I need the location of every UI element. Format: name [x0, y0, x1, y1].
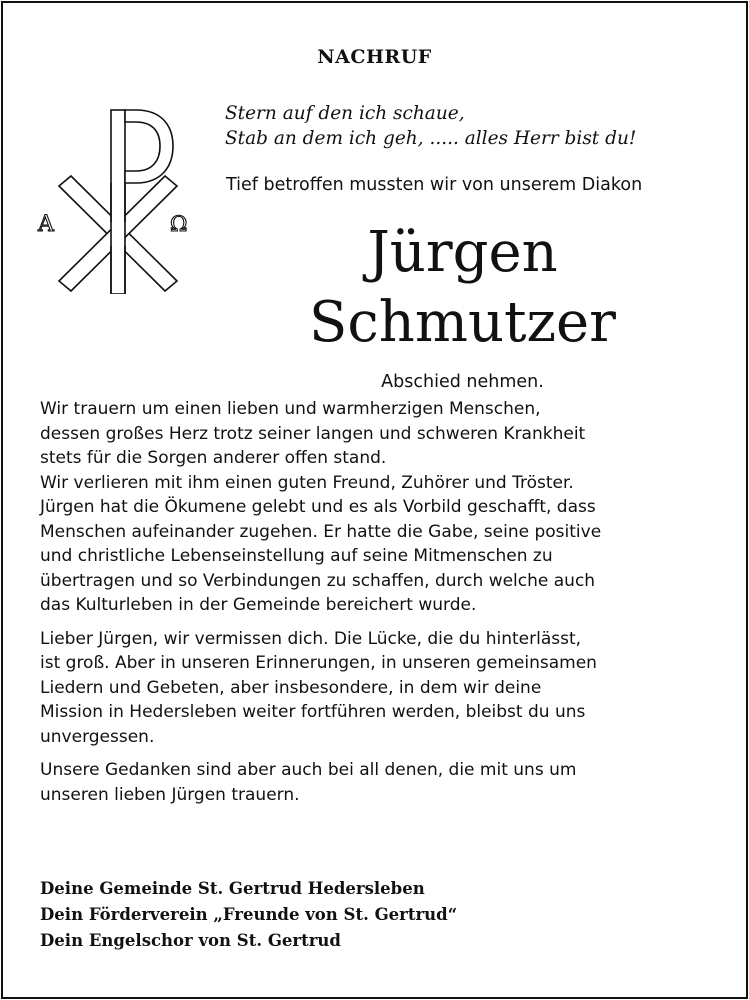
text-line: Lieber Jürgen, wir vermissen dich. Die Lücke, die du hinterlässt,	[40, 628, 582, 649]
notice-body	[40, 397, 720, 807]
text-line: und christliche Lebenseinstellung auf seine Mitmenschen zu	[40, 546, 553, 566]
paragraph	[40, 397, 720, 618]
text-line: Jürgen hat die Ökumene gelebt und es als Vorbild geschafft, dass	[40, 497, 596, 517]
text-line: Unsere Gedanken sind aber auch bei all denen, die mit uns um	[40, 760, 577, 780]
deceased-first-name: Jürgen	[367, 220, 558, 285]
text-line: stets für die Sorgen anderer offen stand.	[40, 448, 387, 468]
deceased-last-name: Schmutzer	[309, 290, 616, 355]
verse-line: Stern auf den ich schaue,	[225, 103, 465, 124]
text-line: unvergessen.	[40, 726, 155, 747]
text-line: übertragen und so Verbindungen zu schaffen, durch welche auch	[40, 570, 596, 591]
signer-line: Dein Förderverein „Freunde von St. Gertrud“	[40, 905, 458, 924]
text-line: Wir trauern um einen lieben und warmherzigen Menschen,	[40, 399, 541, 419]
text-line: Menschen aufeinander zugehen. Er hatte die Gabe, seine positive	[40, 521, 602, 542]
farewell-text: Abschied nehmen.	[381, 372, 544, 392]
text-line: ist groß. Aber in unseren Erinnerungen, in unseren gemeinsamen	[40, 653, 597, 673]
signer-line: Dein Engelschor von St. Gertrud	[40, 931, 341, 950]
signers	[40, 876, 457, 954]
paragraph	[40, 627, 720, 750]
alpha-letter: A	[38, 212, 54, 237]
signer-line: Deine Gemeinde St. Gertrud Hedersleben	[40, 879, 425, 898]
text-line: Wir verlieren mit ihm einen guten Freund, Zuhörer und Tröster.	[40, 472, 574, 493]
bible-verse	[225, 101, 725, 151]
text-line: das Kulturleben in der Gemeinde bereichert wurde.	[40, 595, 477, 615]
intro-text: Tief betroffen mussten wir von unserem Diakon	[226, 175, 643, 195]
text-line: dessen großes Herz trotz seiner langen und schweren Krankheit	[40, 423, 586, 444]
omega-letter: Ω	[170, 212, 188, 236]
notice-heading: NACHRUF	[317, 46, 432, 68]
text-line: Mission in Hedersleben weiter fortführen werden, bleibst du uns	[40, 702, 586, 722]
text-line: unseren lieben Jürgen trauern.	[40, 784, 300, 805]
paragraph	[40, 758, 720, 807]
text-line: Liedern und Gebeten, aber insbesondere, in dem wir deine	[40, 677, 542, 698]
chi-rho-icon	[36, 98, 196, 294]
verse-line: Stab an dem ich geh, ..... alles Herr bist du!	[225, 128, 637, 149]
